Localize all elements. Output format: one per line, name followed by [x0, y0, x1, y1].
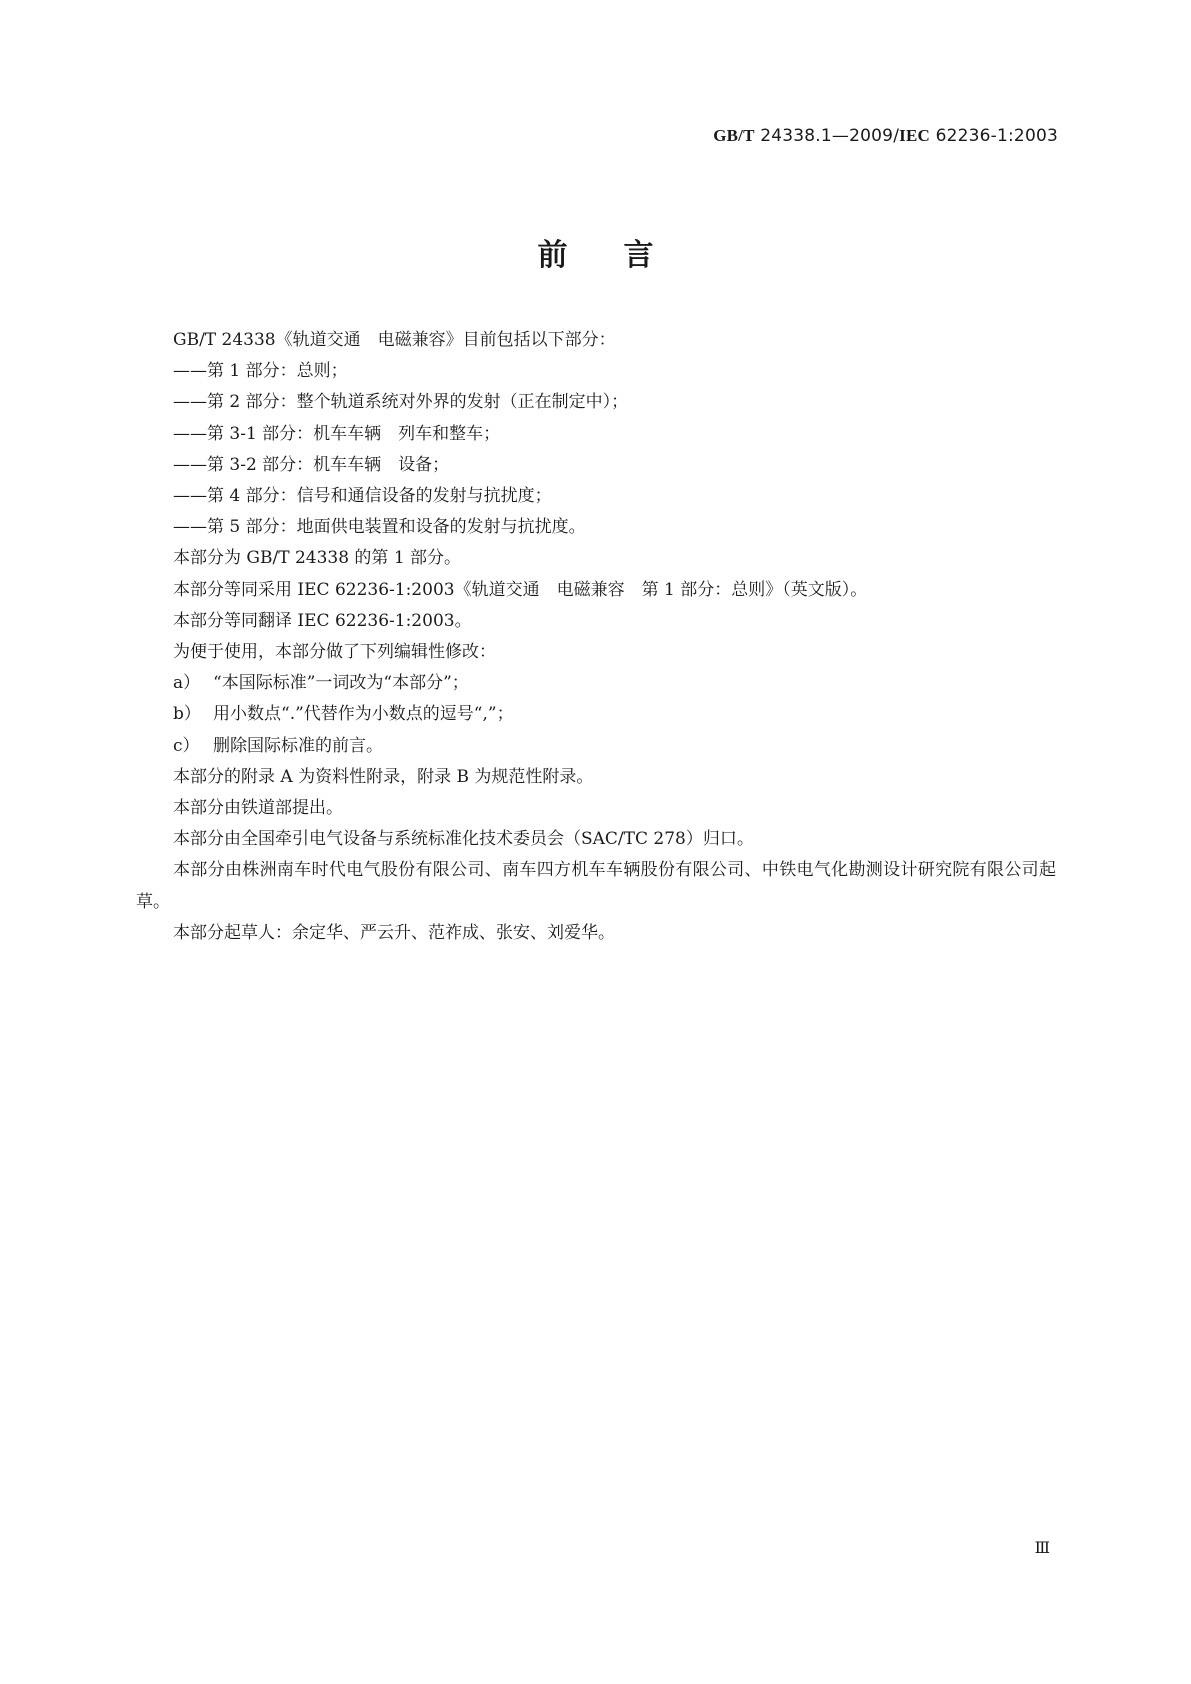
identical-adoption-paragraph: 本部分等同采用 IEC 62236-1:2003《轨道交通 电磁兼容 第 1 部分：总则》（英文版）。	[173, 579, 868, 600]
edit-item-text: 删除国际标准的前言。	[213, 735, 383, 756]
edit-item	[136, 699, 1056, 730]
part-item: ——第 3-2 部分：机车车辆 设备；	[173, 454, 450, 475]
proposed-by-paragraph: 本部分由铁道部提出。	[173, 798, 343, 819]
edit-item-marker: c）	[173, 735, 200, 756]
translation-paragraph: 本部分等同翻译 IEC 62236-1:2003。	[173, 610, 472, 631]
edits-list	[136, 668, 1056, 762]
part-item: ——第 1 部分：总则；	[173, 361, 348, 382]
part-item: ——第 3-1 部分：机车车辆 列车和整车；	[173, 423, 501, 444]
header-code-iec-number: 62236-1:2003	[929, 126, 1058, 146]
header-code-iec: IEC	[899, 126, 930, 145]
edit-item	[136, 668, 1056, 699]
part-item: ——第 2 部分：整个轨道系统对外界的发射（正在制定中）；	[173, 392, 629, 413]
page-number: Ⅲ	[1034, 1538, 1050, 1557]
page-title: 前言	[537, 238, 710, 273]
annex-paragraph: 本部分的附录 A 为资料性附录，附录 B 为规范性附录。	[173, 766, 594, 787]
standard-number-header	[713, 126, 1058, 146]
foreword-body	[136, 325, 1056, 949]
header-code-number: 24338.1—2009/	[754, 126, 900, 146]
intro-paragraph: GB/T 24338《轨道交通 电磁兼容》目前包括以下部分：	[173, 330, 616, 350]
parts-list	[136, 356, 1056, 543]
drafters-paragraph: 本部分起草人：余定华、严云升、范祚成、张安、刘爱华。	[173, 922, 615, 943]
part-of-paragraph: 本部分为 GB/T 24338 的第 1 部分。	[173, 548, 462, 569]
part-item: ——第 4 部分：信号和通信设备的发射与抗扰度；	[173, 486, 552, 507]
edit-item-marker: a）	[173, 673, 201, 694]
edit-item	[136, 731, 1056, 762]
edits-intro-paragraph: 为便于使用，本部分做了下列编辑性修改：	[173, 642, 496, 663]
edit-item-text: 用小数点“.”代替作为小数点的逗号“,”；	[213, 704, 514, 725]
edit-item-text: “本国际标准”一词改为“本部分”；	[213, 673, 469, 694]
part-item: ——第 5 部分：地面供电装置和设备的发射与抗扰度。	[173, 517, 586, 538]
centralized-paragraph: 本部分由全国牵引电气设备与系统标准化技术委员会（SAC/TC 278）归口。	[173, 829, 754, 850]
drafting-organizations-paragraph: 本部分由株洲南车时代电气股份有限公司、南车四方机车车辆股份有限公司、中铁电气化勘测设计研究院有限公司起草。	[136, 860, 1056, 912]
header-code-gbt: GB/T	[713, 126, 755, 145]
edit-item-marker: b）	[173, 704, 201, 725]
